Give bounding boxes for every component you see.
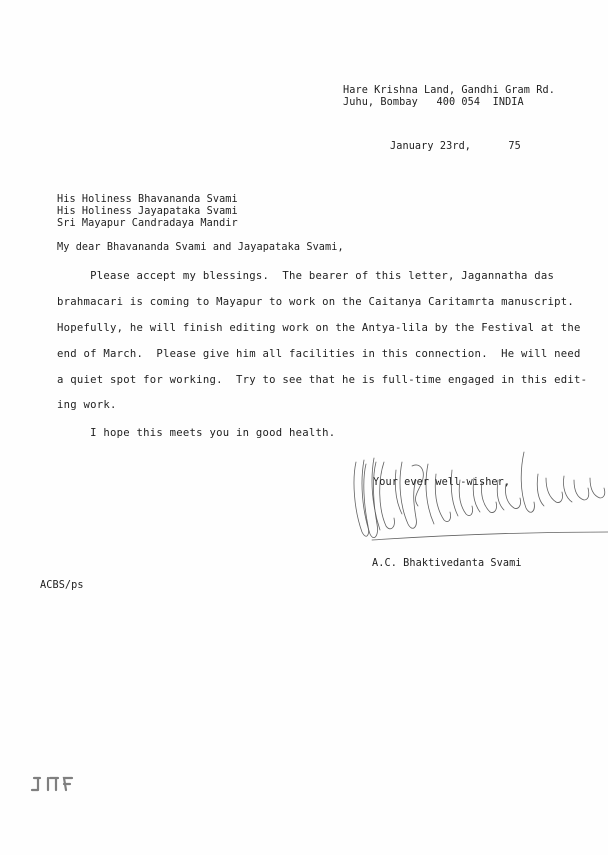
closing-text: Your ever well-wisher, (373, 477, 511, 488)
sender-address-line2: Juhu, Bombay 400 054 INDIA (343, 97, 524, 108)
body-line: a quiet spot for working. Try to see that he is full-time engaged in this edit- (57, 374, 588, 386)
recipient-line: His Holiness Jayapataka Svami (57, 206, 238, 217)
salutation: My dear Bhavananda Svami and Jayapataka Svami, (57, 242, 344, 253)
file-stamp (28, 772, 88, 796)
signatory-name: A.C. Bhaktivedanta Svami (372, 558, 522, 569)
letter-date: January 23rd, 75 (390, 141, 521, 152)
body-line: brahmacari is coming to Mayapur to work on the Caitanya Caritamrta manuscript. (57, 296, 574, 308)
sender-address-line1: Hare Krishna Land, Gandhi Gram Rd. (343, 85, 555, 96)
recipient-line: Sri Mayapur Candradaya Mandir (57, 218, 238, 229)
body-line: ing work. (57, 399, 117, 411)
body-line: end of March. Please give him all facilities in this connection. He will need (57, 348, 581, 360)
reference-initials: ACBS/ps (40, 580, 84, 591)
body-line: Hopefully, he will finish editing work on the Antya-lila by the Festival at the (57, 322, 581, 334)
recipient-line: His Holiness Bhavananda Svami (57, 194, 238, 205)
body-line: Please accept my blessings. The bearer of this letter, Jagannatha das (57, 270, 555, 282)
handwritten-signature (352, 440, 608, 550)
body-line: I hope this meets you in good health. (57, 427, 336, 439)
